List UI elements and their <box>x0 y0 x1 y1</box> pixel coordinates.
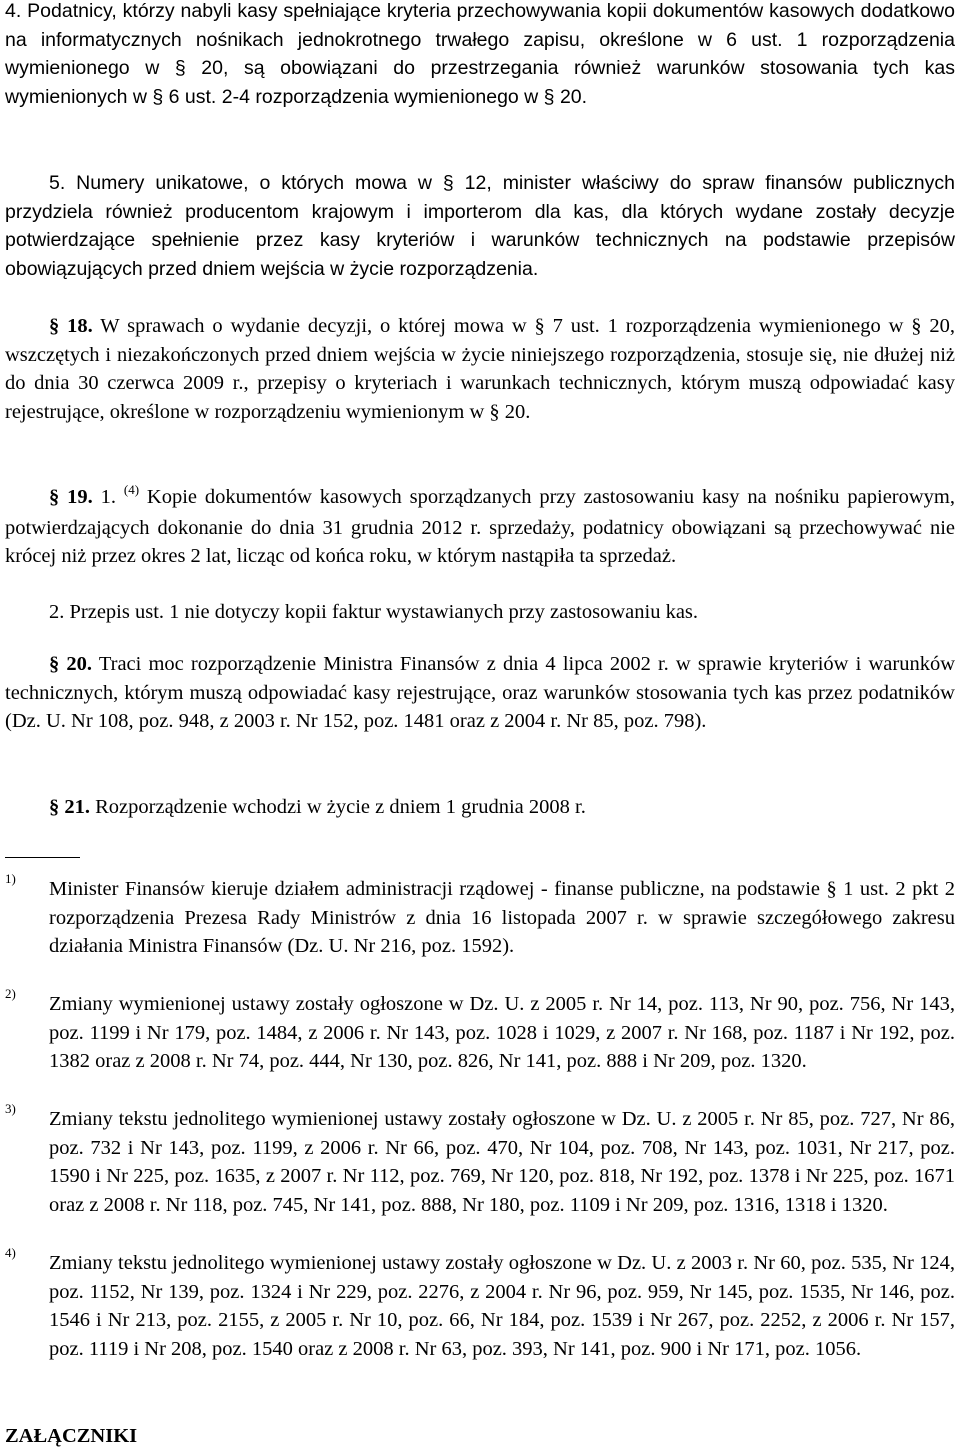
section-19-ust-2 <box>5 598 955 627</box>
section-19-ustep: 1. <box>100 486 116 508</box>
section-18-text: W sprawach o wydanie decyzji, o której mowa w § 7 ust. 1 rozporządzenia wymienionego w § 20, wszczętych i niezakończonych przed dniem wejścia w życie niniejszego rozporządzenia, stosuje się, nie dłużej niż do dnia 30 czerwca 2009 r., przepisy o kryteriach i warunkach technicznych, którym muszą odpowiadać kasy rejestrujące, określone w rozporządzeniu wymienionym w § 20. <box>5 315 955 423</box>
paragraph-5-text: 5. Numery unikatowe, o których mowa w § 12, minister właściwy do spraw finansów publicznych przydziela również producentom krajowym i importerom dla kas, dla których wydane zostały decyzje potwierdzające spełnienie przez kasy kryteriów i warunków technicznych na podstawie przepisów obowiązujących przed dniem wejścia w życie rozporządzenia. <box>5 172 955 280</box>
section-21-text: Rozporządzenie wchodzi w życie z dniem 1 grudnia 2008 r. <box>95 796 586 818</box>
section-21-number: § 21. <box>49 796 90 818</box>
paragraph-5 <box>5 169 955 283</box>
section-19-number: § 19. <box>49 486 93 508</box>
footnote-4 <box>5 1245 955 1363</box>
footnote-2 <box>5 986 955 1076</box>
section-19 <box>5 483 955 571</box>
section-18-number: § 18. <box>49 315 93 337</box>
footnote-3-text: Zmiany tekstu jednolitego wymienionej ustawy zostały ogłoszone w Dz. U. z 2005 r. Nr 85, poz. 727, Nr 86, poz. 732 i Nr 143, poz. 1199, z 2006 r. Nr 66, poz. 470, Nr 104, poz. 708, Nr 143, poz. 1031, Nr 217, poz. 1590 i Nr 225, poz. 1635, z 2007 r. Nr 112, poz. 769, Nr 120, poz. 818, Nr 192, poz. 1378 i Nr 225, poz. 1671 oraz z 2008 r. Nr 118, poz. 745, Nr 141, poz. 888, Nr 180, poz. 1109 i Nr 209, poz. 1316, 1318 i 1320. <box>49 1108 955 1216</box>
footnote-3 <box>5 1101 955 1219</box>
paragraph-4: 4. Podatnicy, którzy nabyli kasy spełniające kryteria przechowywania kopii dokumentów kasowych dodatkowo na informatycznych nośnikach jednokrotnego trwałego zapisu, określone w 6 ust. 1 rozporządzenia wymienionego w § 20, są obowiązani do przestrzegania również warunków stosowania tych kas wymienionych w § 6 ust. 2-4 rozporządzenia wymienionego w § 20. <box>5 0 955 108</box>
section-20-number: § 20. <box>49 653 93 675</box>
footnote-1-text: Minister Finansów kieruje działem administracji rządowej - finanse publiczne, na podstawie § 1 ust. 2 pkt 2 rozporządzenia Prezesa Rady Ministrów z dnia 16 listopada 2007 r. w sprawie szczegółowego zakresu działania Ministra Finansów (Dz. U. Nr 216, poz. 1592). <box>49 878 955 958</box>
section-20 <box>5 650 955 736</box>
footnote-1 <box>5 871 955 961</box>
section-20-text: Traci moc rozporządzenie Ministra Finansów z dnia 4 lipca 2002 r. w sprawie kryteriów i warunków technicznych, którym muszą odpowiadać kasy rejestrujące, oraz warunków stosowania tych kas przez podatników (Dz. U. Nr 108, poz. 948, z 2003 r. Nr 152, poz. 1481 oraz z 2004 r. Nr 85, poz. 798). <box>5 653 955 733</box>
attachments-heading: ZAŁĄCZNIKI <box>5 1425 138 1447</box>
section-21 <box>5 793 955 822</box>
footnote-1-mark: 1) <box>5 871 16 886</box>
section-18 <box>5 312 955 426</box>
footnote-4-text: Zmiany tekstu jednolitego wymienionej ustawy zostały ogłoszone w Dz. U. z 2003 r. Nr 60, poz. 535, Nr 124, poz. 1152, Nr 139, poz. 1324 i Nr 229, poz. 2276, z 2004 r. Nr 96, poz. 959, Nr 145, poz. 1535, Nr 146, poz. 1546 i Nr 213, poz. 2155, z 2005 r. Nr 10, poz. 66, Nr 184, poz. 1539 i Nr 267, poz. 2252, z 2006 r. Nr 157, poz. 1119 i Nr 208, poz. 1540 oraz z 2008 r. Nr 63, poz. 393, Nr 141, poz. 900 i Nr 171, poz. 1056. <box>49 1252 955 1360</box>
footnote-4-mark: 4) <box>5 1245 16 1260</box>
section-19-text: Kopie dokumentów kasowych sporządzanych przy zastosowaniu kasy na nośniku papierowym, potwierdzających dokonanie do dnia 31 grudnia 2012 r. sprzedaży, podatnicy obowiązani są przechowywać nie krócej niż przez okres 2 lat, licząc od końca roku, w którym nastąpiła ta sprzedaż. <box>5 486 956 568</box>
footnote-separator <box>5 857 80 858</box>
section-19-ust-2-text: 2. Przepis ust. 1 nie dotyczy kopii faktur wystawianych przy zastosowaniu kas. <box>49 601 699 623</box>
footnote-2-mark: 2) <box>5 986 16 1001</box>
footnote-3-mark: 3) <box>5 1101 16 1116</box>
footnote-ref-4: (4) <box>123 482 140 497</box>
footnote-2-text: Zmiany wymienionej ustawy zostały ogłoszone w Dz. U. z 2005 r. Nr 14, poz. 113, Nr 90, poz. 756, Nr 143, poz. 1199 i Nr 179, poz. 1484, z 2006 r. Nr 143, poz. 1028 i 1029, z 2007 r. Nr 168, poz. 1187 i Nr 192, poz. 1382 oraz z 2008 r. Nr 74, poz. 444, Nr 130, poz. 826, Nr 141, poz. 888 i Nr 209, poz. 1320. <box>49 993 955 1073</box>
